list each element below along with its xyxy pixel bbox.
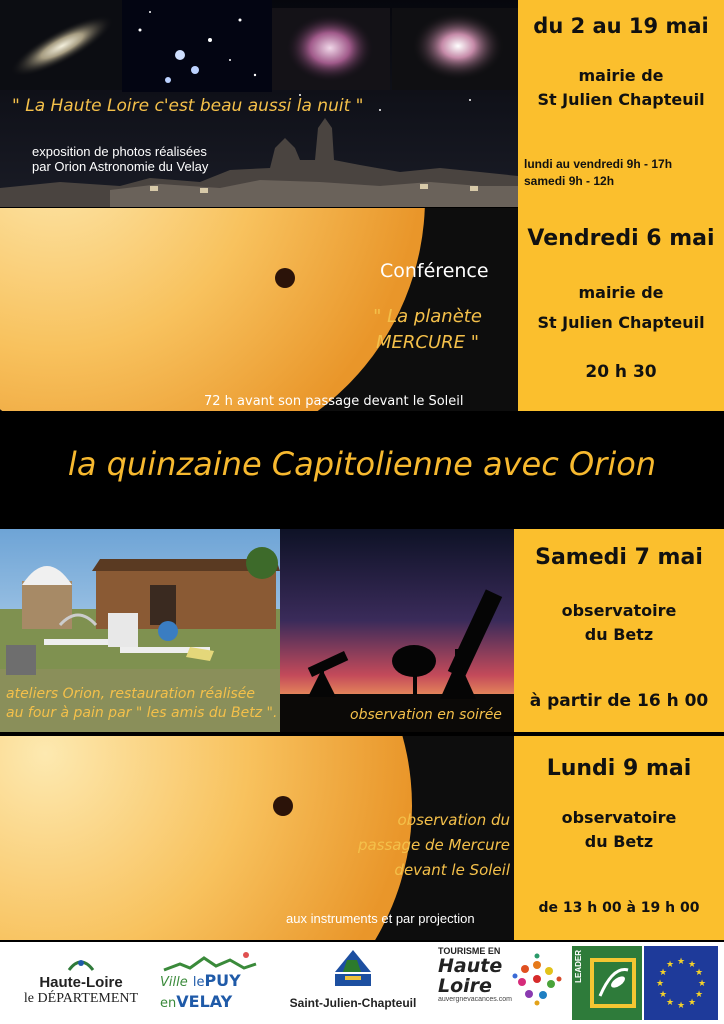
workshop-date: Samedi 7 mai	[535, 545, 703, 570]
svg-text:★: ★	[694, 990, 704, 1000]
subtitle-line-2: par Orion Astronomie du Velay	[32, 159, 209, 174]
svg-text:★: ★	[658, 968, 668, 978]
village-name: Saint-Julien-Chapteuil	[289, 996, 417, 1010]
conference-topic	[340, 304, 515, 356]
hours-line-1: lundi au vendredi 9h - 17h	[524, 157, 673, 171]
caption-line-1: ateliers Orion, restauration réalisée	[6, 686, 256, 702]
puy-line-1	[160, 972, 260, 992]
workshop-photo	[0, 529, 280, 732]
svg-text:★: ★	[665, 960, 675, 970]
exhibition-title: " La Haute Loire c'est beau aussi la nuit "	[12, 96, 364, 116]
exhibition-hours	[524, 156, 672, 190]
conference-info-panel	[518, 208, 724, 411]
department-subtitle: le DÉPARTEMENT	[23, 991, 139, 1006]
tourism-url: auvergnevacances.com	[438, 996, 512, 1003]
transit-caption: aux instruments et par projection	[286, 911, 475, 926]
leader-label: LEADER	[574, 950, 583, 983]
workshop-time: à partir de 16 h 00	[529, 691, 709, 711]
place-line-2: du Betz	[584, 832, 654, 851]
saint-julien-chapteuil-logo	[272, 948, 434, 1020]
puy-line-2	[160, 992, 260, 1011]
svg-text:★: ★	[658, 990, 668, 1000]
svg-text:★: ★	[687, 960, 697, 970]
transit-line-2: passage de Mercure	[357, 836, 510, 854]
transit-observation-image	[0, 736, 514, 940]
svg-text:★: ★	[687, 998, 697, 1008]
topic-line-2: MERCURE "	[375, 332, 480, 353]
department-emblem-icon	[66, 954, 96, 974]
subtitle-line-1: exposition de photos réalisées	[32, 144, 207, 159]
en-word: en	[160, 996, 177, 1011]
conference-date: Vendredi 6 mai	[527, 226, 715, 251]
puy-skyline-icon	[160, 950, 260, 972]
conference-caption: 72 h avant son passage devant le Soleil	[204, 394, 464, 409]
conference-place	[518, 278, 724, 338]
transit-line-3: devant le Soleil	[394, 861, 510, 879]
eu-stars-icon	[644, 946, 718, 1020]
colorful-dots-icon	[510, 952, 564, 1006]
conference-label: Conférence	[380, 260, 489, 282]
banner-title: la quinzaine Capitolienne avec Orion	[67, 445, 657, 483]
puy-word: PUY	[204, 971, 241, 990]
transit-description	[330, 808, 510, 883]
tourism-heading: TOURISME EN	[438, 946, 501, 956]
caption-line-2: au four à pain par " les amis du Betz ".	[6, 705, 278, 721]
transit-line-1: observation du	[397, 811, 510, 829]
place-line-1: observatoire	[561, 808, 677, 827]
svg-text:★: ★	[676, 1001, 686, 1011]
transit-place	[514, 806, 724, 854]
svg-text:★: ★	[697, 979, 707, 989]
village-emblem-icon	[331, 948, 375, 990]
sponsor-footer	[0, 942, 724, 1024]
tourisme-haute-loire-logo	[438, 946, 566, 1020]
main-banner	[0, 411, 724, 529]
place-line-2: St Julien Chapteuil	[537, 90, 705, 109]
exhibition-date: du 2 au 19 mai	[533, 14, 709, 38]
svg-text:★: ★	[665, 998, 675, 1008]
place-line-2: du Betz	[584, 625, 654, 644]
haute-loire-departement-logo	[6, 954, 156, 1018]
tourism-loire: Loire	[438, 975, 492, 997]
exhibition-info-panel	[518, 0, 724, 208]
svg-text:★: ★	[694, 968, 704, 978]
leader-panel	[572, 946, 642, 1020]
ville-word: Ville	[160, 975, 188, 990]
conference-time: 20 h 30	[585, 362, 657, 382]
place-line-1: observatoire	[561, 601, 677, 620]
workshop-caption	[6, 685, 277, 723]
place-line-1: mairie de	[578, 283, 664, 302]
telescope-sunset-graphic	[280, 529, 514, 732]
place-line-1: mairie de	[578, 66, 664, 85]
leader-eu-logo	[572, 946, 718, 1020]
velay-word: VELAY	[176, 992, 233, 1011]
evening-observation-photo	[280, 529, 514, 732]
svg-text:★: ★	[655, 979, 665, 989]
topic-line-1: " La planète	[373, 306, 482, 327]
transit-time: de 13 h 00 à 19 h 00	[538, 900, 700, 916]
evening-caption: observation en soirée	[350, 707, 502, 723]
transit-date: Lundi 9 mai	[546, 756, 692, 781]
hours-line-2: samedi 9h - 12h	[524, 174, 615, 188]
le-word: le	[192, 975, 205, 990]
transit-info-panel	[514, 736, 724, 940]
workshop-info-panel	[514, 529, 724, 732]
ville-le-puy-logo	[160, 950, 260, 1020]
exhibition-subtitle	[32, 144, 208, 174]
exhibition-photo-collage	[0, 0, 518, 207]
department-name: Haute-Loire	[39, 974, 123, 991]
place-line-2: St Julien Chapteuil	[537, 313, 705, 332]
conference-image	[0, 208, 518, 411]
exhibition-place	[518, 64, 724, 112]
leader-leaf-icon	[588, 956, 638, 1010]
eu-flag	[644, 946, 718, 1020]
tourism-haute: Haute	[438, 955, 503, 977]
workshop-place	[514, 599, 724, 647]
svg-text:★: ★	[676, 957, 686, 967]
